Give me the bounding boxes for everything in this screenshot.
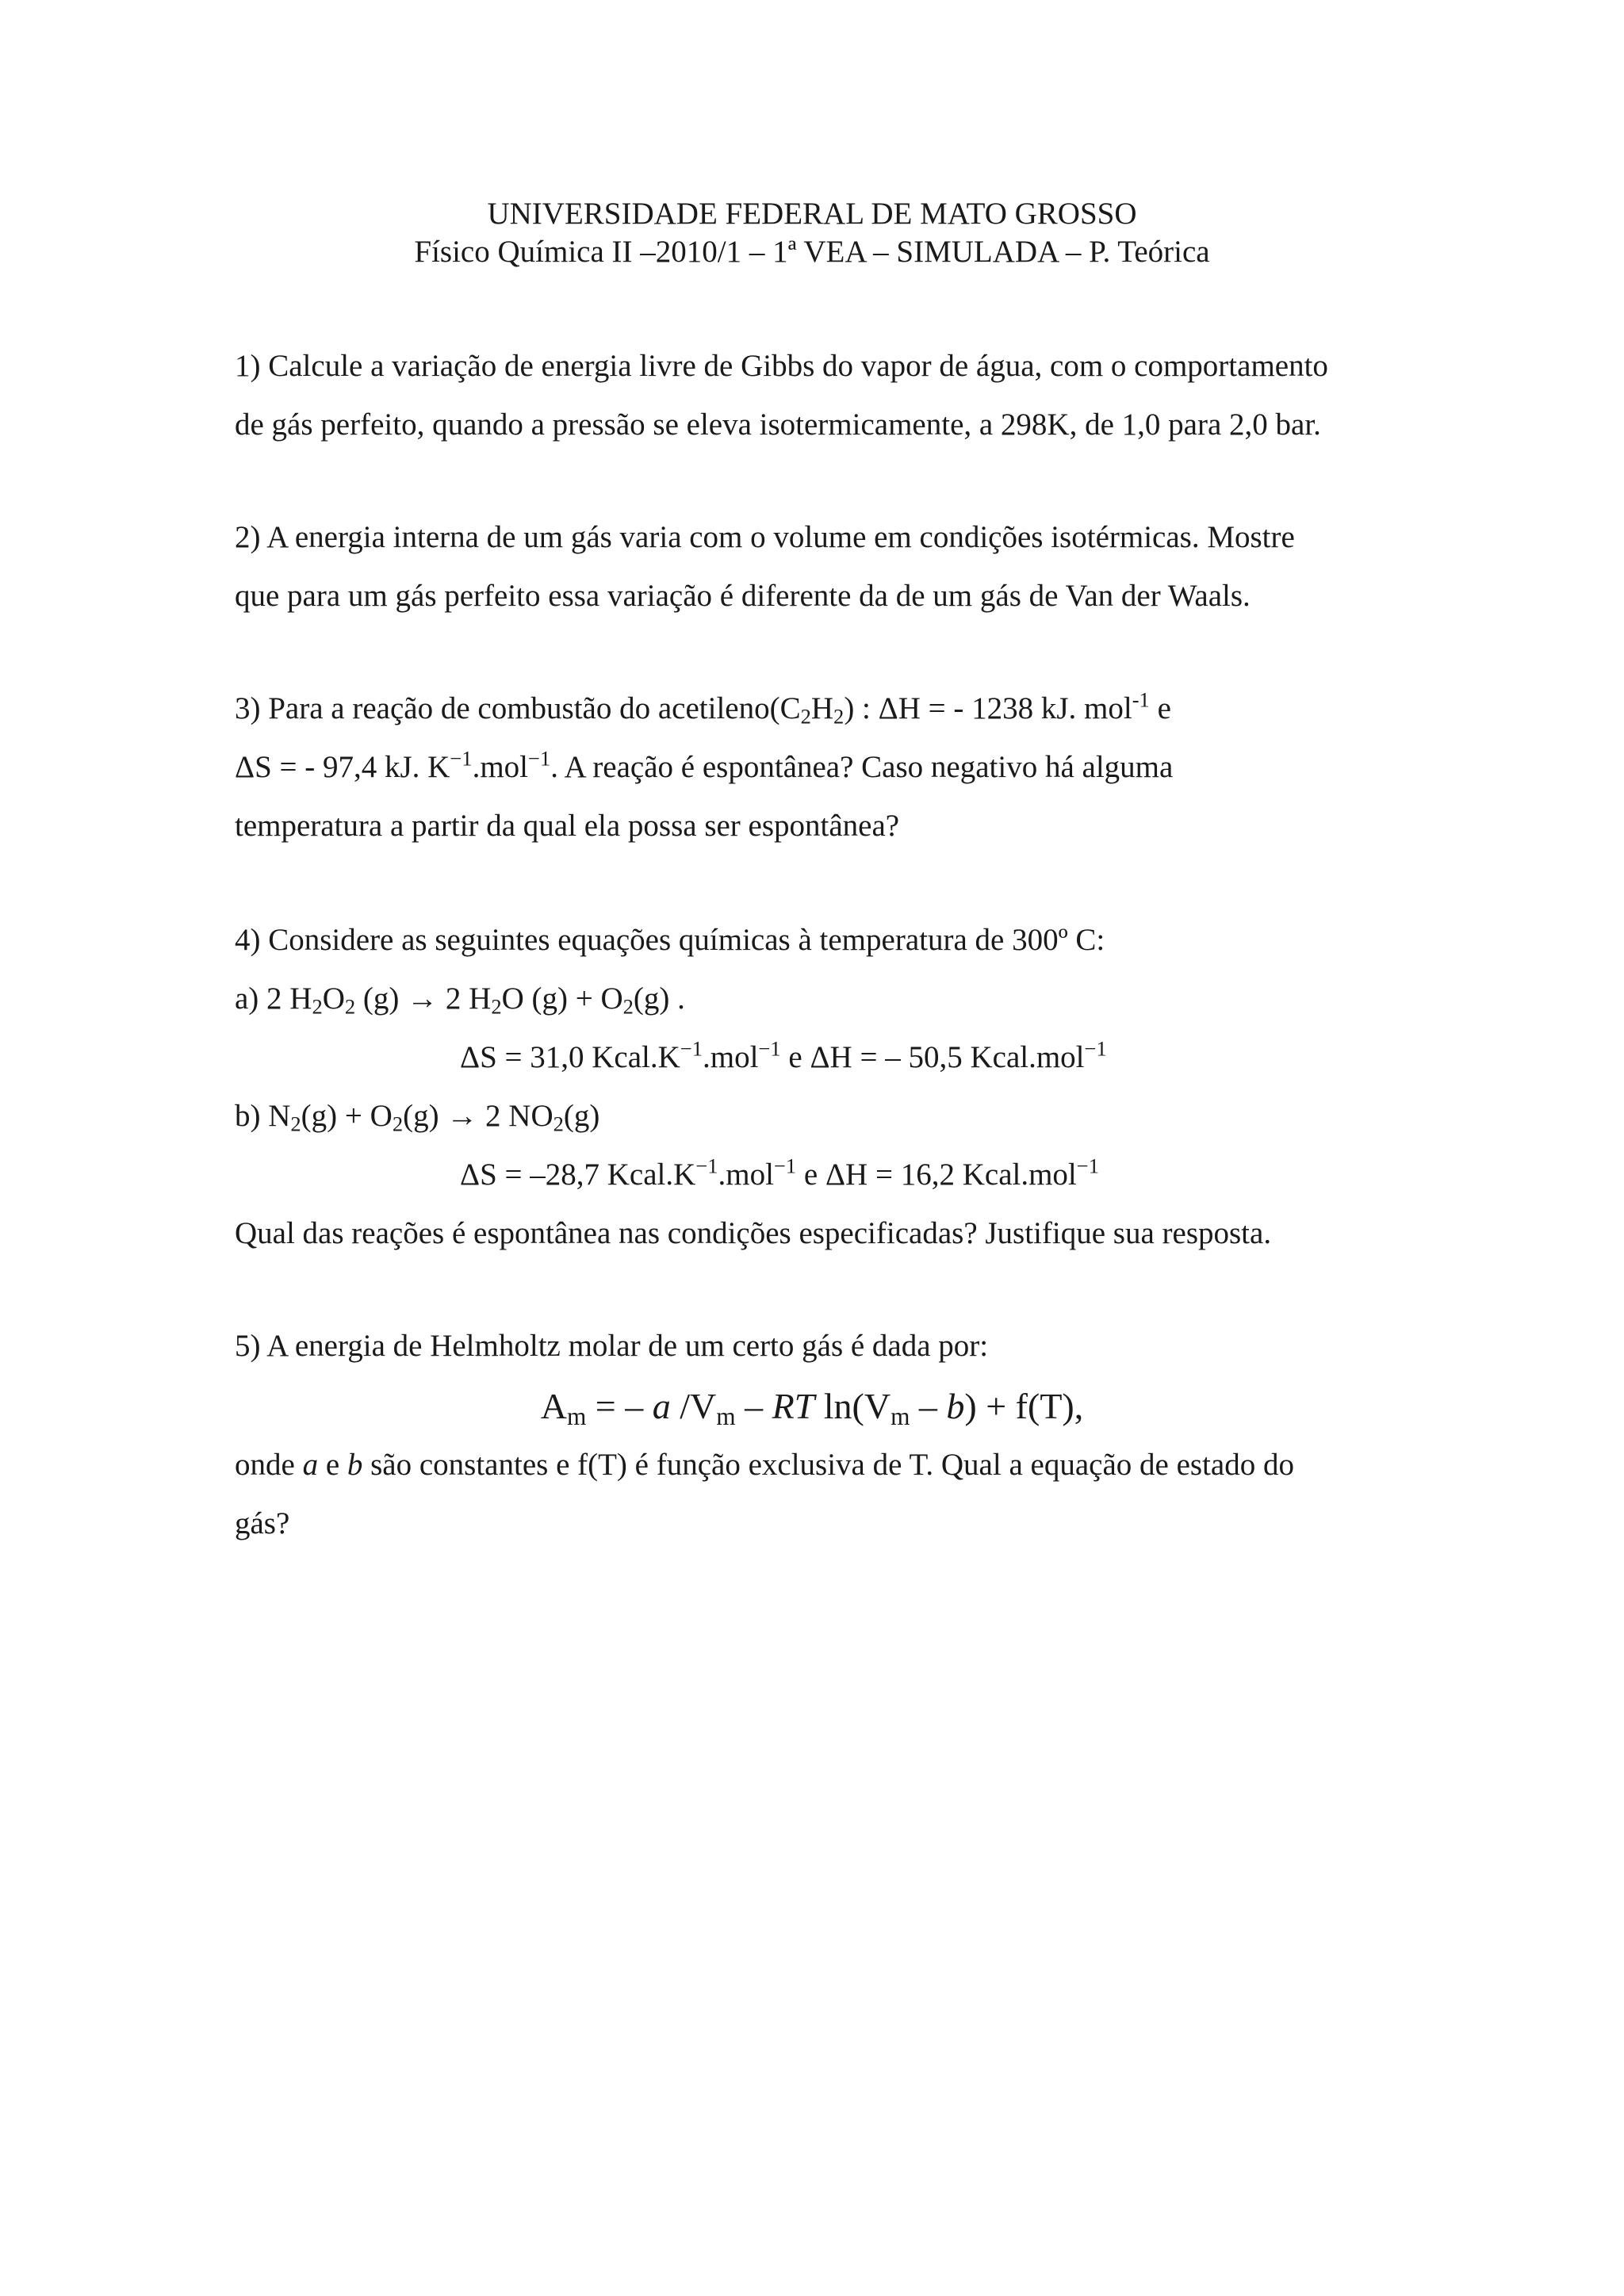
question-4a-equation: a) 2 $H_2O_2$ (g) → 2 $H_2O$ $(g) + O_2(g)$ . bbox=[235, 982, 685, 1019]
question-5-line-2: gás? bbox=[235, 1506, 290, 1540]
question-1-line-1: 1) Calcule a variação de energia livre de Gibbs do vapor de água, com o comportamento bbox=[235, 349, 1328, 383]
question-5-line-1: onde a e b são constantes e f(T) é função exclusiva de T. Qual a equação de estado do bbox=[235, 1448, 1294, 1482]
question-3-line-1: 3) Para a reação de combustão do $acetileno(C_2H_2)$ : ΔH = - 1238 kJ. mol$^{-1}$ e bbox=[235, 687, 1171, 729]
question-4-intro: 4) Considere as seguintes equações químicas à temperatura de 300º C: bbox=[235, 923, 1105, 957]
question-2-line-2: que para um gás perfeito essa variação é diferente da de um gás de Van der Waals. bbox=[235, 579, 1251, 613]
question-2-line-1: 2) A energia interna de um gás varia com o volume em condições isotérmicas. Mostre bbox=[235, 520, 1295, 554]
question-4b-equation: b) $N_2(g) + O_2(g) \to 2$ $NO_2(g)$ bbox=[235, 1099, 600, 1136]
question-4-prompt: Qual das reações é espontânea nas condições especificadas? Justifique sua resposta. bbox=[235, 1216, 1272, 1250]
question-5-intro: 5) A energia de Helmholtz molar de um certo gás é dada por: bbox=[235, 1329, 989, 1363]
question-4b-data: ΔS = –28,7 $Kcal.K^{-1}.mol^{-1}$ e ΔH = 16,2 Kcal.mol$^{-1}$ bbox=[460, 1154, 1099, 1192]
question-3-line-2: ΔS = - 97,4 kJ. $K^{-1}.mol^{-1}$. A reação é espontânea? Caso negativo há alguma bbox=[235, 746, 1174, 784]
course-title: Físico Química II –2010/1 – 1ª VEA – SIMULADA – P. Teórica bbox=[414, 235, 1210, 269]
helmholtz-formula: $A_m$ = – a $/V_m$ – RT $\ln(V_m - b) + f(T)$, bbox=[540, 1386, 1084, 1430]
question-4a-data: ΔS = 31,0 $Kcal.K^{-1}.mol^{-1}$ e ΔH = – 50,5 Kcal.mol$^{-1}$ bbox=[460, 1036, 1107, 1074]
university-title: UNIVERSIDADE FEDERAL DE MATO GROSSO bbox=[487, 197, 1137, 231]
question-1-line-2: de gás perfeito, quando a pressão se eleva isotermicamente, a 298K, de 1,0 para 2,0 bar. bbox=[235, 408, 1321, 442]
question-3-line-3: temperatura a partir da qual ela possa ser espontânea? bbox=[235, 809, 900, 843]
